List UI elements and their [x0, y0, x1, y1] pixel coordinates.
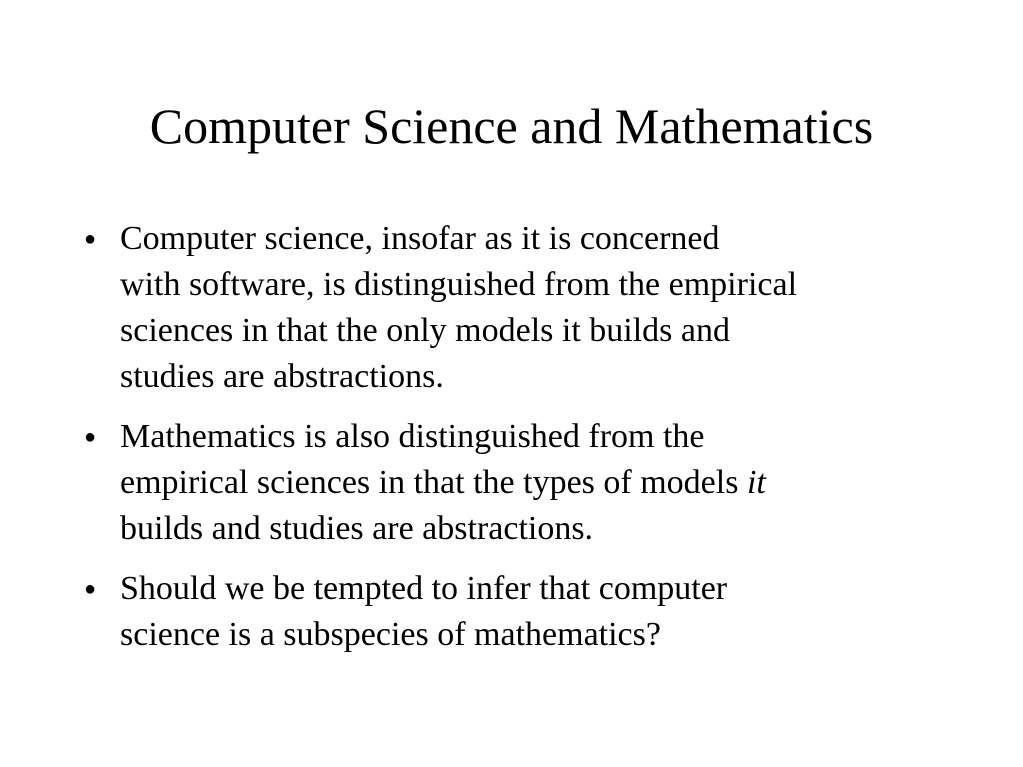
bullet-line: builds and studies are abstractions.: [120, 510, 594, 547]
slide-title: Computer Science and Mathematics: [149, 98, 874, 154]
bullet-line: studies are abstractions.: [120, 358, 444, 395]
bullet-item-subspecies-question: [84, 566, 984, 658]
bullet-item-software-abstractions: [84, 216, 984, 400]
bullet-line: Computer science, insofar as it is concerned: [120, 220, 720, 257]
bullet-dot-icon: ●: [84, 228, 97, 250]
emphasis-text: it: [746, 464, 766, 501]
bullet-line-with-emphasis: [120, 460, 984, 506]
bullet-line: with software, is distinguished from the empirical: [120, 266, 798, 303]
bullet-line: Mathematics is also distinguished from the: [120, 418, 705, 455]
bullet-dot-icon: ●: [84, 578, 97, 600]
bullet-line: sciences in that the only models it builds and: [120, 312, 731, 349]
bullet-item-mathematics-abstractions: [84, 414, 984, 552]
bullet-list: [84, 216, 984, 672]
bullet-dot-icon: ●: [84, 426, 97, 448]
bullet-line-text: empirical sciences in that the types of models: [120, 464, 747, 501]
bullet-line: science is a subspecies of mathematics?: [120, 616, 661, 653]
bullet-line: Should we be tempted to infer that computer: [120, 570, 728, 607]
